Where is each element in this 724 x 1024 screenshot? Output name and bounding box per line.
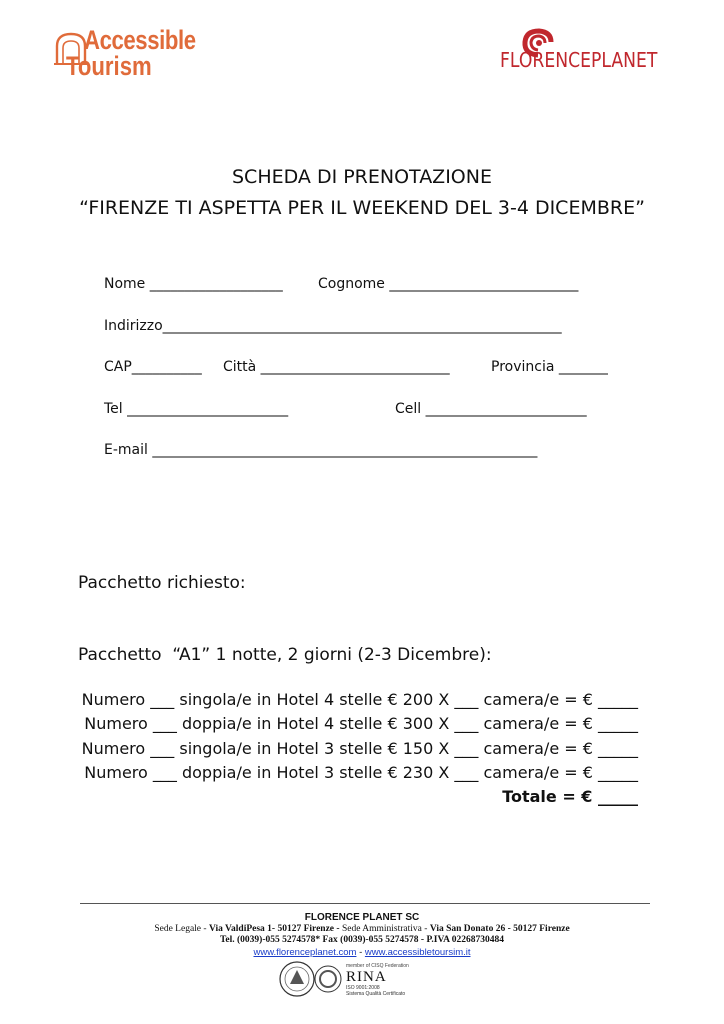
package-line-single-4star[interactable]: Numero ___ singola/e in Hotel 4 stelle € 200 X ___ camera/e = € _____ <box>81 690 638 709</box>
footer-addresses <box>0 924 724 934</box>
footer-divider <box>80 903 650 904</box>
cap-field[interactable]: CAP__________ <box>104 359 202 375</box>
sede-legale-label: Sede Legale - <box>154 924 209 934</box>
footer-contacts: Tel. (0039)-055 5274578* Fax (0039)-055 5274578 - P.IVA 02268730484 <box>219 935 505 945</box>
logo-line-tourism: Tourism <box>66 51 152 81</box>
indirizzo-field[interactable]: Indirizzo_________________________________________________________ <box>104 318 562 334</box>
logo-text-florenceplanet: FLORENCEPLANET <box>500 48 658 72</box>
citta-field[interactable]: Città ___________________________ <box>223 359 450 375</box>
sede-amministrativa-label: Sede Amministrativa - <box>341 924 430 934</box>
accessible-tourism-logo <box>50 22 220 84</box>
footer-company: FLORENCE PLANET SC <box>304 912 420 923</box>
cert-member-text: member of CISQ Federation <box>346 963 409 969</box>
document-title: SCHEDA DI PRENOTAZIONE <box>232 166 492 188</box>
email-field[interactable]: E-mail _______________________________________________________ <box>104 442 538 458</box>
florence-planet-logo <box>498 26 684 78</box>
cert-iso <box>346 985 405 997</box>
nome-field[interactable]: Nome ___________________ <box>104 276 283 292</box>
package-total[interactable]: Totale = € _____ <box>502 787 638 806</box>
logo-line-accessible: Accessible <box>84 25 196 55</box>
florenceplanet-link[interactable]: www.florenceplanet.com <box>253 947 357 958</box>
package-line-double-3star[interactable]: Numero ___ doppia/e in Hotel 3 stelle € 230 X ___ camera/e = € _____ <box>84 763 638 782</box>
tel-field[interactable]: Tel _______________________ <box>104 401 289 417</box>
pacchetto-richiesto-label: Pacchetto richiesto: <box>78 573 246 593</box>
sede-amministrativa-address: Via San Donato 26 - 50127 Firenze <box>429 924 570 934</box>
cert-iso-subtitle: Sistema Qualità Certificato <box>346 991 406 997</box>
package-line-single-3star[interactable]: Numero ___ singola/e in Hotel 3 stelle € 150 X ___ camera/e = € _____ <box>81 739 638 758</box>
cert-brand: RINA <box>346 969 387 985</box>
package-line-double-4star[interactable]: Numero ___ doppia/e in Hotel 4 stelle € 300 X ___ camera/e = € _____ <box>84 714 638 733</box>
pacchetto-a1-label: Pacchetto “A1” 1 notte, 2 giorni (2-3 Dicembre): <box>78 645 492 665</box>
provincia-field[interactable]: Provincia _______ <box>491 359 608 375</box>
certification-badges <box>278 960 424 998</box>
cell-field[interactable]: Cell _______________________ <box>395 401 587 417</box>
footer-links <box>0 947 724 958</box>
link-separator: - <box>356 947 365 958</box>
sede-legale-address: Via ValdiPesa 1- 50127 Firenze - <box>208 924 342 934</box>
certification-seals-icon <box>278 960 344 998</box>
cognome-field[interactable]: Cognome ___________________________ <box>318 276 579 292</box>
cert-iso-number: ISO 9001:2008 <box>346 985 380 991</box>
accessibletourism-link[interactable]: www.accessibletoursim.it <box>364 947 471 958</box>
document-subtitle: “FIRENZE TI ASPETTA PER IL WEEKEND DEL 3-4 DICEMBRE” <box>79 197 645 219</box>
